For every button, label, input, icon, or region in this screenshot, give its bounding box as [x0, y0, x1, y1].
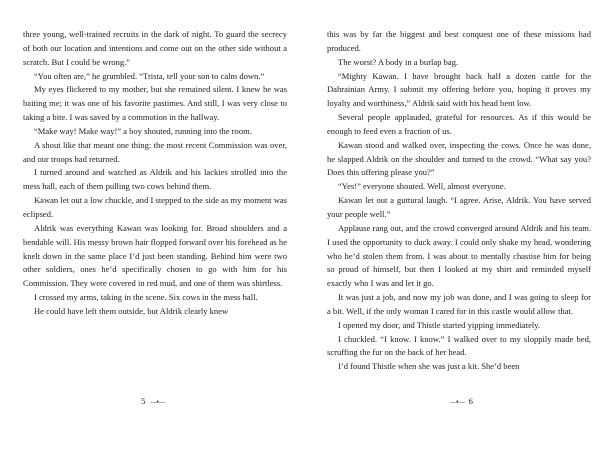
- right-page: [327, 28, 591, 460]
- paragraph: “Make way! Make way!” a boy shouted, running into the room.: [34, 125, 252, 136]
- paragraph: A shout like that meant one thing: the most recent Commission was over, and our troops had returned.: [23, 139, 287, 164]
- right-page-text: [327, 28, 591, 374]
- paragraph: three young, well-trained recruits in the dark of night. To guard the secrecy of both our location and intentions and come out on the other side without a scratch. But I could be wrong.”: [23, 29, 287, 67]
- paragraph: The worst? A body in a burlap bag.: [338, 56, 459, 67]
- page-number: 6: [468, 396, 473, 406]
- paragraph: Applause rang out, and the crowd converged around Aldrik and his team. I used the opportunity to duck away. I could only shake my head, wondering who he’d stolen them from. I was about to mentally chastise him for being so proud of himself, but then I looked at my shirt and reminded myself exactly who I was and let it go.: [327, 222, 591, 289]
- page-number: 5: [141, 396, 146, 406]
- paragraph: I opened my door, and Thistle started yipping immediately.: [338, 319, 541, 330]
- paragraph: It was just a job, and now my job was done, and I was going to sleep for a bit. Well, if the only woman I cared for in this castle would allow that.: [327, 292, 591, 316]
- paragraph: this was by far the biggest and best conquest one of these missions had produced.: [327, 29, 591, 53]
- paragraph: I chuckled. “I know. I know.” I walked over to my sloppily made bed, scruffing the fur on the back of her head.: [327, 333, 591, 358]
- paragraph: I’d found Thistle when she was just a kit. She’d been: [338, 361, 520, 372]
- page-footer: [23, 396, 287, 406]
- page-footer: [327, 396, 591, 406]
- paragraph: Several people applauded, grateful for resources. As if this would be enough to feed even a fraction of us.: [327, 112, 591, 136]
- paragraph: I crossed my arms, taking in the scene. Six cows in the mess hall.: [34, 292, 258, 303]
- left-page: [23, 28, 287, 460]
- ornament-icon: —•—: [450, 398, 464, 406]
- paragraph: I turned around and watched as Aldrik and his lackies strolled into the mess hall, each of them pulling two cows behind them.: [23, 167, 287, 192]
- ornament-icon: —•—: [150, 398, 164, 406]
- paragraph: My eyes flickered to my mother, but she remained silent. I knew he was baiting me; it was one of his favorite pastimes. And still, I was very close to taking a bite. I was saved by a commotion in the hallway.: [23, 84, 287, 123]
- paragraph: He could have left them outside, but Aldrik clearly knew: [34, 305, 229, 316]
- paragraph: Kawan stood and walked over, inspecting the cows. Once he was done, he slapped Aldrik on the shoulder and turned to the crowd. “What say you? Does this offering please you?”: [327, 139, 591, 178]
- paragraph: “You often are,” he grumbled. “Trista, tell your son to calm down.”: [34, 70, 265, 81]
- paragraph: Kawan let out a low chuckle, and I stepped to the side as my moment was eclipsed.: [23, 195, 287, 219]
- paragraph: Kawan let out a guttural laugh. “I agree. Arise, Aldrik. You have served your people well.”: [327, 195, 591, 219]
- paragraph: “Mighty Kawan. I have brought back half a dozen cattle for the Dahrainian Army. I submit my offering before you, hoping it proves my loyalty and worthiness,” Aldrik said with his head bent low.: [327, 70, 591, 109]
- left-page-text: [23, 28, 287, 319]
- paragraph: Aldrik was everything Kawan was looking for. Broad shoulders and a bendable will. His messy brown hair flopped forward over his forehead as he knelt down in the same place I’d just been standing. Behind him were two other soldiers, ones he’d specifically chosen to go with him for his Commission. They were covered in red mud, and one of them was shirtless.: [23, 222, 287, 289]
- paragraph: “Yes!” everyone shouted. Well, almost everyone.: [338, 181, 506, 192]
